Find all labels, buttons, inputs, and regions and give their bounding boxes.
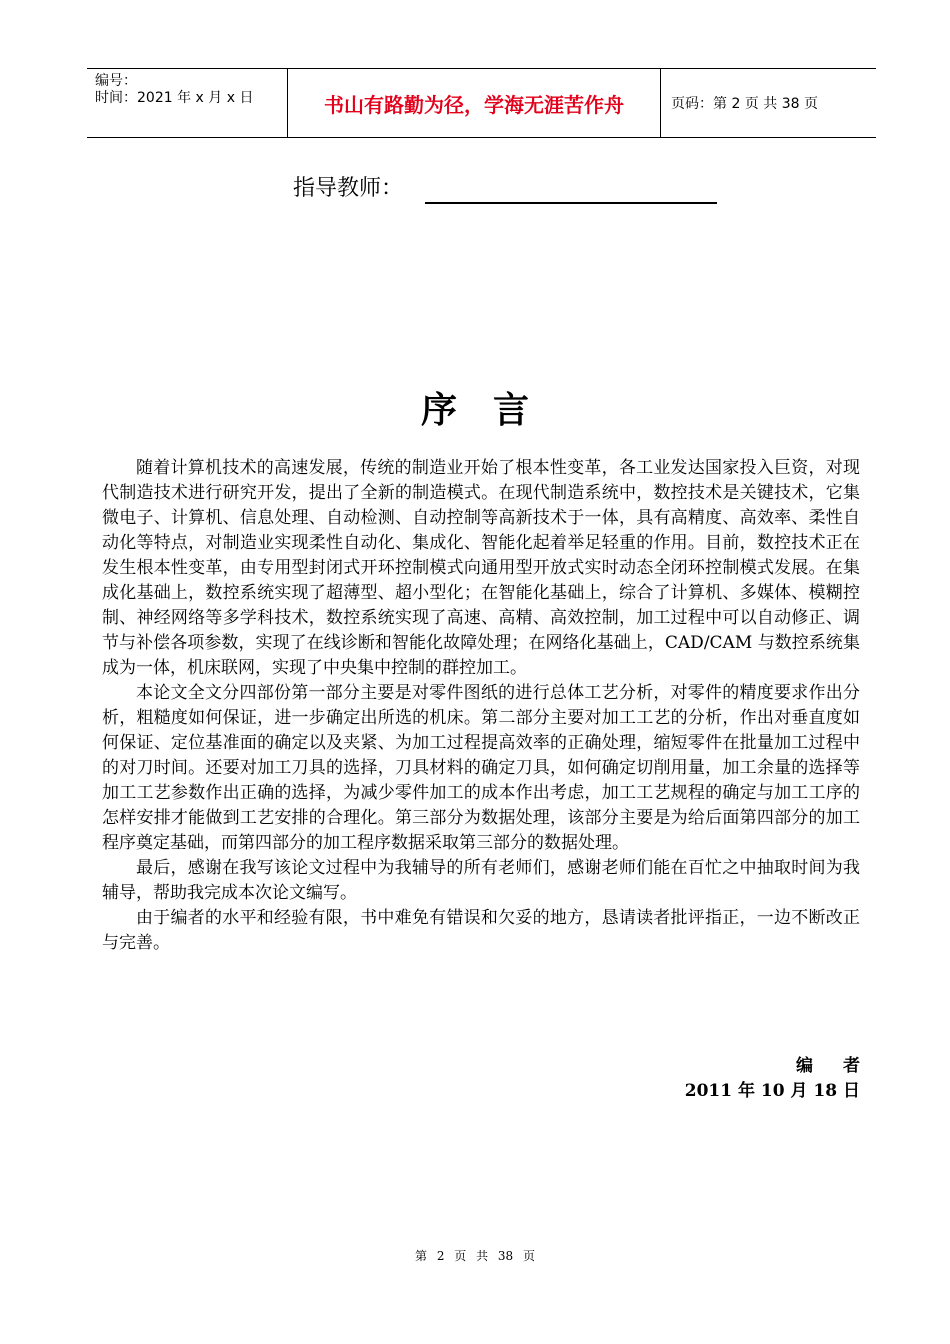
- paragraph-1: 随着计算机技术的高速发展，传统的制造业开始了根本性变革，各工业发达国家投入巨资，对现代制造技术进行研究开发，提出了全新的制造模式。在现代制造系统中，数控技术是关键技术，它集微电子、计算机、信息处理、自动检测、自动控制等高新技术于一体，具有高精度、高效率、柔性自动化等特点，对制造业实现柔性自动化、集成化、智能化起着举足轻重的作用。目前，数控技术正在发生根本性变革，由专用型封闭式开环控制模式向通用型开放式实时动态全闭环控制模式发展。在集成化基础上，数控系统实现了超薄型、超小型化；在智能化基础上，综合了计算机、多媒体、模糊控制、神经网络等多学科技术，数控系统实现了高速、高精、高效控制，加工过程中可以自动修正、调节与补偿各项参数，实现了在线诊断和智能化故障处理；在网络化基础上，CAD/CAM 与数控系统集成为一体，机床联网，实现了中央集中控制的群控加工。: [102, 458, 860, 678]
- signature-block: [560, 1054, 890, 1104]
- page-header: [87, 68, 876, 138]
- signature-author: 编者: [796, 1056, 890, 1076]
- header-meta: [87, 69, 287, 137]
- paragraph-3: 最后，感谢在我写该论文过程中为我辅导的所有老师们，感谢老师们能在百忙之中抽取时间为我辅导，帮助我完成本次论文编写。: [102, 858, 860, 903]
- page-title: 序言: [420, 390, 565, 431]
- preface-body: [102, 456, 860, 956]
- paragraph-4: 由于编者的水平和经验有限，书中难免有错误和欠妥的地方，恳请读者批评指正，一边不断改正与完善。: [102, 908, 860, 953]
- header-page-number: 页码：第 2 页 共 38 页: [671, 96, 818, 112]
- signature-date: 2011 年 10 月 18 日: [684, 1081, 860, 1101]
- advisor-label: 指导教师：: [293, 176, 404, 201]
- document-number-label: 编号：: [95, 73, 137, 89]
- document-time: 时间：2021 年 x 月 x 日: [95, 90, 254, 106]
- advisor-field: [293, 168, 717, 204]
- advisor-blank-line: [425, 176, 717, 204]
- page-footer: 第 2 页 共 38 页: [415, 1249, 535, 1263]
- paragraph-2: 本论文全文分四部份第一部分主要是对零件图纸的进行总体工艺分析，对零件的精度要求作出分析，粗糙度如何保证，进一步确定出所选的机床。第二部分主要对加工工艺的分析，作出对垂直度如何保证、定位基准面的确定以及夹紧、为加工过程提高效率的正确处理，缩短零件在批量加工过程中的对刀时间。还要对加工刀具的选择，刀具材料的确定刀具，如何确定切削用量，加工余量的选择等加工工艺参数作出正确的选择，为减少零件加工的成本作出考虑，加工工艺规程的确定与加工工序的怎样安排才能做到工艺安排的合理化。第三部分为数据处理，该部分主要是为给后面第四部分的加工程序奠定基础，而第四部分的加工程序数据采取第三部分的数据处理。: [102, 683, 860, 853]
- header-motto: 书山有路勤为径，学海无涯苦作舟: [287, 69, 661, 137]
